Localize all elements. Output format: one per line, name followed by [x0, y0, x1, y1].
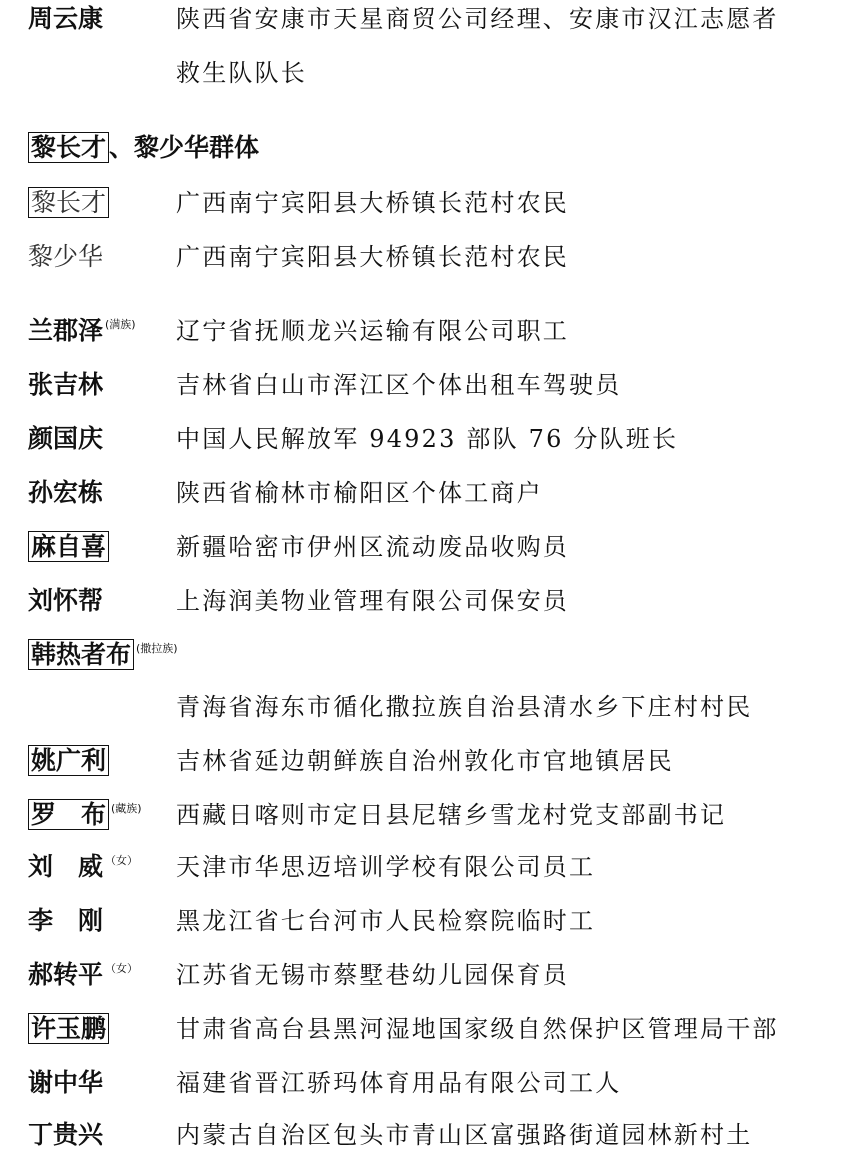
boxed-name: 黎长才 — [28, 187, 109, 218]
boxed-name: 姚广利 — [28, 745, 109, 776]
ethnicity-note: (藏族) — [111, 802, 142, 815]
person-name — [28, 530, 109, 564]
person-description: 甘肃省高台县黑河湿地国家级自然保护区管理局干部 — [176, 1015, 779, 1043]
person-name: 孙宏栋 — [28, 478, 104, 507]
person-description: 吉林省延边朝鲜族自治州敦化市官地镇居民 — [176, 747, 674, 775]
person-name — [28, 744, 109, 778]
person-name: 刘怀帮 — [28, 586, 104, 615]
person-name: 周云康 — [28, 4, 104, 33]
person-name: 刘 威 $^{(女)}$ — [28, 852, 139, 881]
person-name: 谢中华 — [28, 1068, 104, 1097]
person-name: 黎少华 — [28, 242, 104, 271]
person-description: 新疆哈密市伊州区流动废品收购员 — [176, 533, 569, 561]
boxed-name: 罗 布 — [28, 799, 109, 830]
person-name: 李 刚 — [28, 906, 104, 935]
person-name — [28, 638, 178, 672]
ethnicity-note: (撒拉族) — [136, 642, 178, 655]
person-description: 上海润美物业管理有限公司保安员 — [176, 587, 569, 615]
group-title: 黎长才 、黎少华群体 — [28, 131, 259, 165]
person-name: 张吉林 — [28, 370, 104, 399]
person-description: 黑龙江省七台河市人民检察院临时工 — [176, 907, 596, 935]
person-name: 郝转平 $^{(女)}$ — [28, 960, 139, 989]
person-name — [28, 798, 142, 832]
gender-note: （女） — [105, 962, 139, 975]
boxed-name: 许玉鹏 — [28, 1013, 109, 1044]
person-description: 广西南宁宾阳县大桥镇长范村农民 — [176, 189, 569, 217]
person-description: 天津市华思迈培训学校有限公司员工 — [176, 853, 596, 881]
person-description: 陕西省榆林市榆阳区个体工商户 — [176, 479, 543, 507]
boxed-name: 韩热者布 — [28, 639, 134, 670]
person-description: 陕西省安康市天星商贸公司经理、安康市汉江志愿者 — [176, 5, 779, 33]
person-name: 颜国庆 — [28, 424, 104, 453]
person-name: 丁贵兴 — [28, 1120, 104, 1149]
person-description: 辽宁省抚顺龙兴运输有限公司职工 — [176, 317, 569, 345]
person-name — [28, 186, 109, 220]
boxed-name: 麻自喜 — [28, 531, 109, 562]
person-description: 广西南宁宾阳县大桥镇长范村农民 — [176, 243, 569, 271]
person-name: 兰郡泽 $^{(满族)}$ — [28, 316, 136, 345]
person-description: 西藏日喀则市定日县尼辖乡雪龙村党支部副书记 — [176, 801, 727, 829]
person-description: 吉林省白山市浑江区个体出租车驾驶员 — [176, 371, 622, 399]
gender-note: （女） — [105, 854, 139, 867]
boxed-name: 黎长才 — [28, 132, 109, 163]
ethnicity-note: (满族) — [105, 318, 136, 331]
person-description: 江苏省无锡市蔡墅巷幼儿园保育员 — [176, 961, 569, 989]
person-description: 中国人民解放军 94923 部队 76 分队班长 — [176, 425, 679, 453]
person-description: 福建省晋江骄玛体育用品有限公司工人 — [176, 1069, 622, 1097]
person-description: 内蒙古自治区包头市青山区富强路街道园林新村土 — [176, 1121, 753, 1149]
person-description-continued: 救生队队长 — [176, 59, 307, 87]
person-description: 青海省海东市循化撒拉族自治县清水乡下庄村村民 — [176, 693, 753, 721]
person-name — [28, 1012, 109, 1046]
